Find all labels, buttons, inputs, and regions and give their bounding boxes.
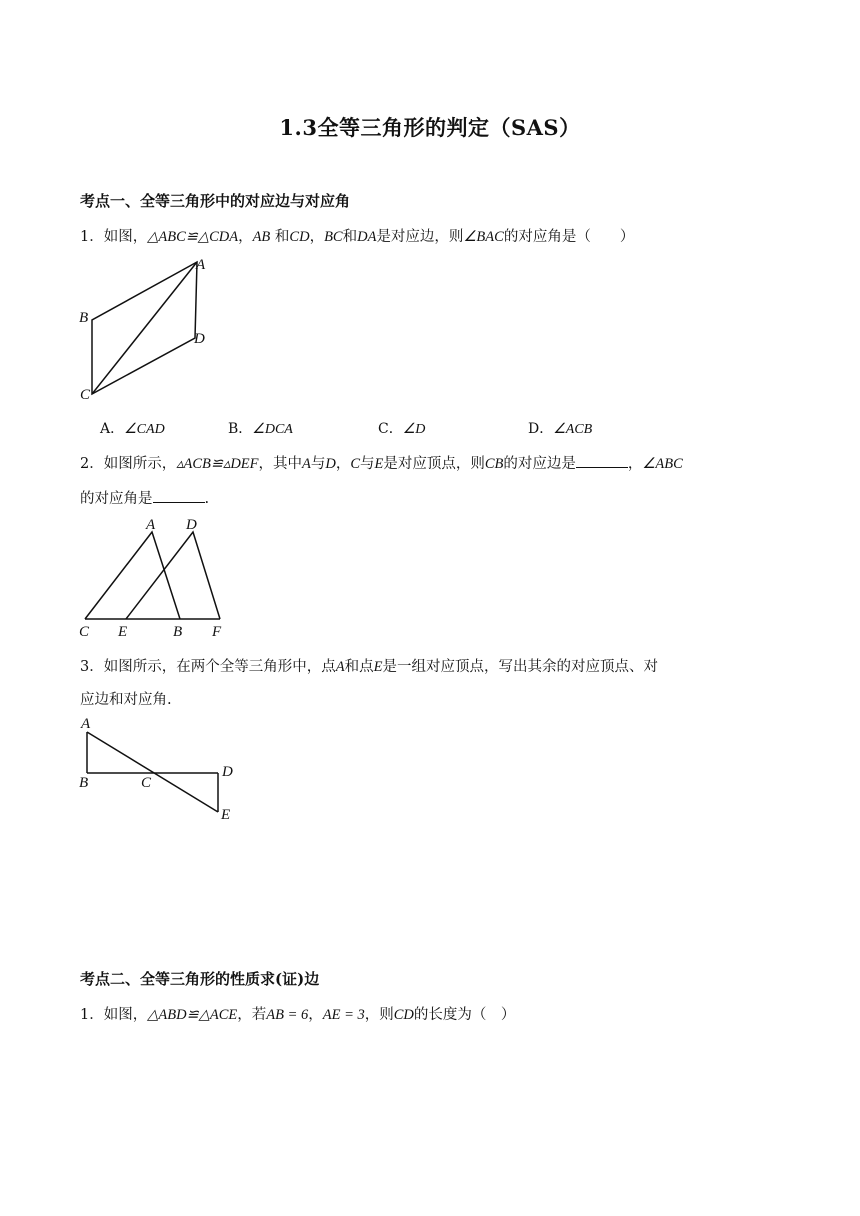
page-title: 1.3全等三角形的判定（SAS） <box>279 115 581 140</box>
label-F: F <box>212 624 222 640</box>
label-C: C <box>79 624 90 640</box>
figure-two-triangles <box>70 512 240 642</box>
option-d[interactable]: D．∠ACB <box>528 421 593 437</box>
label-D: D <box>222 764 233 780</box>
section-heading-1: 考点一、全等三角形中的对应边与对应角 <box>80 192 351 210</box>
section-heading-2: 考点二、全等三角形的性质求(证)边 <box>80 970 320 988</box>
figure-parallelogram <box>70 252 220 404</box>
answer-blank-1[interactable] <box>576 453 628 468</box>
label-B: B <box>173 624 183 640</box>
label-A: A <box>81 716 91 732</box>
label-C: C <box>141 775 152 791</box>
question-1-2-line1: 2．如图所示，▵ACB≌▵DEF，其中A与D，C与E是对应顶点，则CB的对应边是 ，∠ABC <box>80 452 683 473</box>
label-D: D <box>186 517 197 533</box>
option-c[interactable]: C．∠D <box>378 421 426 437</box>
label-A: A <box>196 257 206 273</box>
label-B: B <box>79 310 89 326</box>
label-E: E <box>118 624 128 640</box>
question-1-2-line2: 的对应角是 . <box>80 487 209 508</box>
label-A: A <box>146 517 156 533</box>
question-1-3-line2: 应边和对应角. <box>80 692 172 708</box>
label-B: B <box>79 775 89 791</box>
label-D: D <box>194 331 205 347</box>
label-C: C <box>80 387 91 403</box>
question-2-1: 1．如图，△ABD≌△ACE，若AB = 6，AE = 3，则CD的长度为（ ） <box>80 1007 516 1023</box>
option-b[interactable]: B．∠DCA <box>228 421 293 437</box>
question-1-3-line1: 3．如图所示，在两个全等三角形中，点A和点E是一组对应顶点，写出其余的对应顶点、对 <box>80 659 658 675</box>
answer-blank-2[interactable] <box>153 488 205 503</box>
question-1-1: 1．如图，△ABC≌△CDA，AB 和CD，BC和DA是对应边，则∠BAC的对应角是（ ） <box>80 229 635 245</box>
figure-crossed-triangles <box>70 712 250 827</box>
option-a[interactable]: A．∠CAD <box>100 421 165 437</box>
label-E: E <box>221 807 231 823</box>
